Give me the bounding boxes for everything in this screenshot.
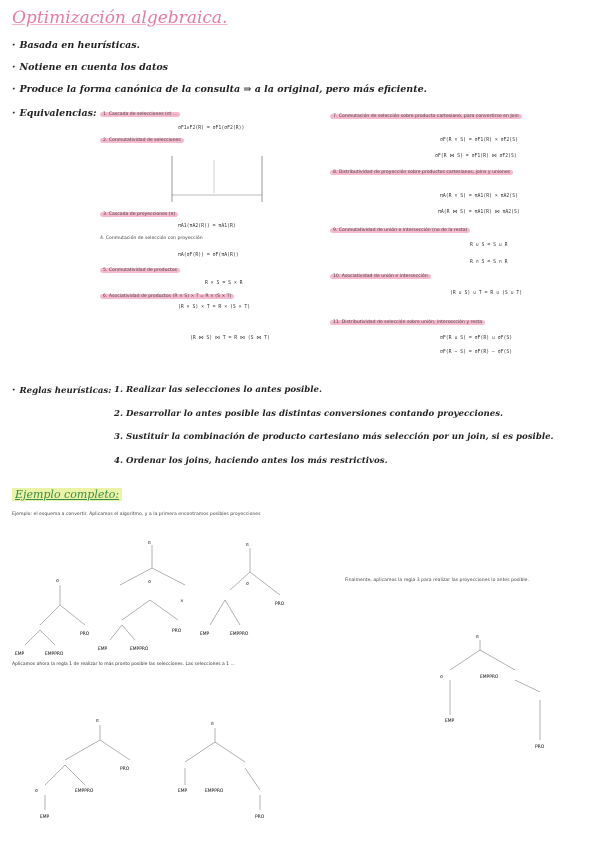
equiv-9: 9. Conmutatividad de unión e intersección (no de la resta) [330, 228, 470, 233]
equiv-3-formula: πA1(πA2(R)) = πA1(R) [178, 224, 236, 229]
tree-node: PRO [172, 629, 182, 634]
tree-node: EMPPRO [130, 647, 149, 652]
tree-node: π [148, 541, 151, 546]
bullet-equivalences: · Equivalencias: [12, 108, 97, 119]
rule-1: 1. Realizar las selecciones lo antes posible. [114, 385, 322, 395]
tree-node: × [180, 599, 184, 604]
tree-node: π [211, 722, 214, 727]
equiv-8-formula-a: πA(R × S) = πA1(R) × πA2(S) [440, 194, 518, 199]
equiv-2: 2. Conmutatividad de selecciones [100, 138, 184, 143]
equiv-7: 7. Conmutación de selección sobre producto cartesiano, para convertirse en Join [330, 114, 522, 119]
equiv-11-formula-b: σF(R − S) = σF(R) − σF(S) [440, 350, 513, 355]
tree-node: π [246, 543, 249, 548]
tree-node: σ [56, 579, 59, 584]
tree-node: π [476, 635, 479, 640]
example-note: Finalmente, aplicamos la regla 3 para realizar las proyecciones lo antes posible. [345, 578, 529, 583]
example-heading: Ejemplo completo: [12, 488, 122, 501]
equiv-5-formula: R × S = S × R [205, 281, 243, 286]
equiv-6-formula: (R × S) × T = R × (S × T) [178, 305, 251, 310]
tree-node: σ [440, 675, 443, 680]
tree-node: EMPPRO [205, 789, 224, 794]
tree-node: PRO [80, 632, 90, 637]
equiv-11-formula-a: σF(R ∪ S) = σF(R) ∪ σF(S) [440, 336, 513, 341]
tree-node: EMPPRO [230, 632, 249, 637]
equiv-7-formula-b: σF(R ⋈ S) = σF1(R) ⋈ σF2(S) [435, 154, 517, 159]
equiv-8-formula-b: πA(R ⋈ S) = πA1(R) ⋈ πA2(S) [438, 210, 520, 215]
example-paragraph: Aplicamos ahora la regla 1 de realizar lo más pronto posible las selecciones. Las selecciones a 1 ... [12, 662, 235, 667]
tree-node: EMP [445, 719, 455, 724]
rule-4: 4. Ordenar los joins, haciendo antes los más restrictivos. [114, 456, 388, 466]
equiv-4: 4. Conmutación de selección con proyección [100, 236, 203, 241]
tree-node: σ [246, 582, 249, 587]
tree-node: EMP [15, 652, 25, 657]
equiv-6: 6. Asociatividad de productos (R × S) × T = R × (S × T) [100, 294, 234, 299]
equiv-1-formula: σF1∧F2(R) = σF1(σF2(R)) [178, 126, 245, 131]
example-intro: Ejemplo: el esquema a convertir. Aplicamos el algoritmo, y a la primera encontramos posibles proyecciones [12, 512, 261, 517]
tree-node: PRO [275, 602, 285, 607]
bullet-no-data: · Notiene en cuenta los datos [12, 62, 169, 73]
rules-label: · Reglas heurísticas: [12, 385, 112, 396]
tree-node: σ [148, 580, 151, 585]
rule-2: 2. Desarrollar lo antes posible las distintas conversiones contando proyecciones. [114, 409, 504, 419]
tree-node: EMPPRO [75, 789, 94, 794]
equiv-7-formula-a: σF(R × S) = σF1(R) × σF2(S) [440, 138, 518, 143]
equiv-6-formula-join: (R ⋈ S) ⋈ T = R ⋈ (S ⋈ T) [190, 336, 270, 341]
tree-node: EMP [178, 789, 188, 794]
equiv-5: 5. Conmutatividad de productos [100, 268, 180, 273]
page-title: Optimización algebraica. [12, 8, 228, 28]
tree-node: EMP [40, 815, 50, 820]
tree-node: EMPPRO [45, 652, 64, 657]
equiv-3: 3. Cascada de proyecciones (π) [100, 212, 178, 217]
equiv-1: 1. Cascada de selecciones (σ) ... [100, 112, 180, 117]
equiv-10-formula: (R ∪ S) ∪ T = R ∪ (S ∪ T) [450, 291, 523, 296]
equiv-11: 11. Distributividad de selección sobre unión, intersección y resta [330, 320, 485, 325]
tree-node: PRO [120, 767, 130, 772]
tree-node: EMPPRO [480, 675, 499, 680]
bullet-heuristics: · Basada en heurísticas. [12, 40, 140, 51]
equiv-9-formula-a: R ∪ S = S ∪ R [470, 243, 508, 248]
tree-node: π [96, 719, 99, 724]
equiv-10: 10. Asociatividad de unión e intersección [330, 274, 431, 279]
equiv-8: 8. Distributividad de proyección sobre productos cartesianos, joins y uniones [330, 170, 513, 175]
bullet-canonical: · Produce la forma canónica de la consulta ⇒ a la original, pero más eficiente. [12, 84, 427, 95]
tree-node: EMP [200, 632, 210, 637]
tree-node: PRO [535, 745, 545, 750]
tree-node: EMP [98, 647, 108, 652]
rule-3: 3. Sustituir la combinación de producto cartesiano más selección por un join, si es posible. [114, 432, 554, 442]
equiv-4-formula: πA(σF(R)) = σF(πA(R)) [178, 253, 239, 258]
equiv-9-formula-b: R ∩ S = S ∩ R [470, 260, 508, 265]
tree-node: σ [35, 789, 38, 794]
tree-node: PRO [255, 815, 265, 820]
